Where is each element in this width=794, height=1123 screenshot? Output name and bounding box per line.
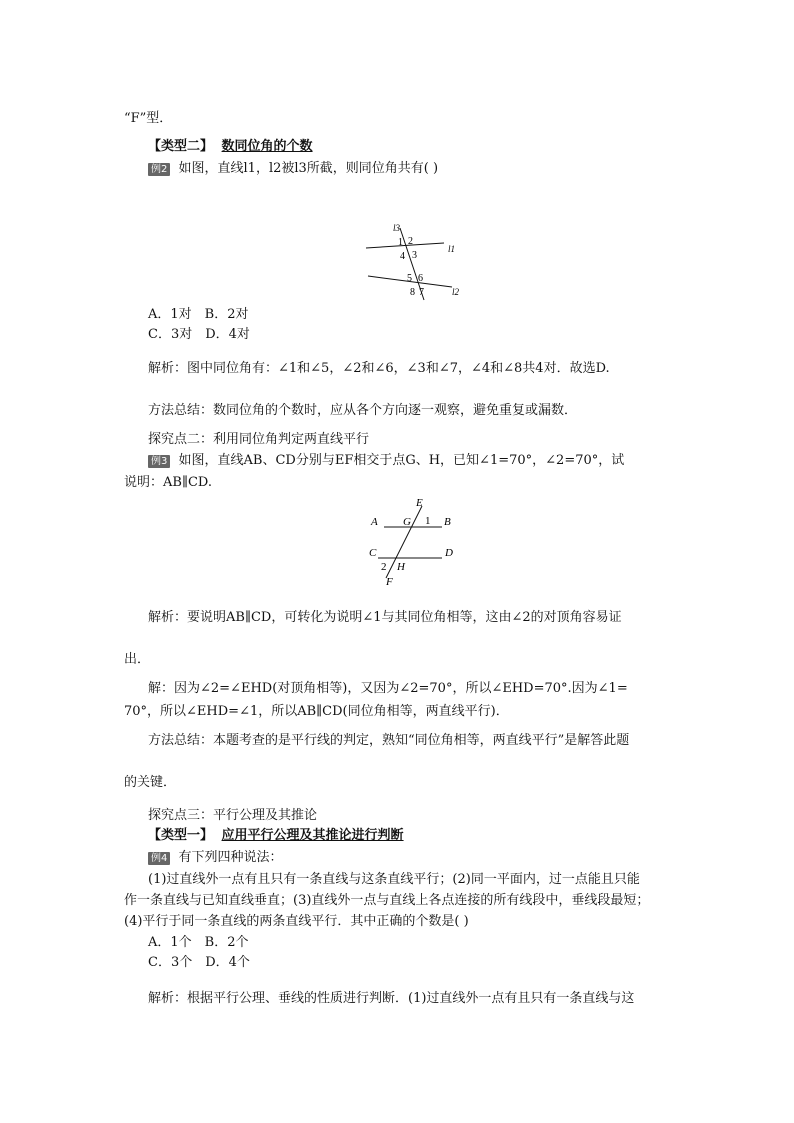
point-b: B <box>444 516 451 528</box>
angle-label-2: 2 <box>381 561 387 573</box>
label-l1: l1 <box>448 244 456 254</box>
point-f: F <box>386 576 393 588</box>
option-line: C．3对 D．4对 <box>148 327 250 342</box>
point-g: G <box>403 516 411 528</box>
figure-parallel-lines <box>364 494 464 588</box>
example-text: 如图，直线l1，l2被l3所截，则同位角共有( ) <box>178 161 439 176</box>
answer-text: 解：因为∠2=∠EHD(对顶角相等)，又因为∠2=70°，所以∠EHD=70°.因为∠1= <box>148 681 628 696</box>
example-text: 如图，直线AB、CD分别与EF相交于点G、H，已知∠1=70°，∠2=70°，试 <box>178 453 625 468</box>
example-text: 有下列四种说法： <box>178 850 283 865</box>
method-summary: 的关键． <box>124 775 177 790</box>
method-summary: 方法总结：本题考查的是平行线的判定，熟知“同位角相等，两直线平行”是解答此题 <box>148 733 630 748</box>
angle-label-6: 6 <box>418 273 423 284</box>
example-tag: 例2 <box>148 163 170 176</box>
example-text: 作一条直线与已知直线垂直；(3)直线外一点与直线上各点连接的所有线段中，垂线段最短； <box>124 893 650 908</box>
example-text: (4)平行于同一条直线的两条直线平行．其中正确的个数是( ) <box>124 914 469 929</box>
point-d: D <box>445 547 453 559</box>
example-tag: 例4 <box>148 852 170 865</box>
section-heading: 探究点三：平行公理及其推论 <box>148 808 318 823</box>
point-a: A <box>371 516 378 528</box>
solution-text: 解析：图中同位角有：∠1和∠5，∠2和∠6，∠3和∠7，∠4和∠8共4对．故选D. <box>148 361 610 376</box>
section-heading <box>148 827 404 845</box>
example-4 <box>148 849 283 867</box>
example-text: 说明：AB∥CD. <box>124 475 212 490</box>
figure-transversal-lines <box>358 218 468 302</box>
angle-label-8: 8 <box>410 287 415 298</box>
solution-text: 出． <box>124 652 151 667</box>
label-l2: l2 <box>452 287 460 297</box>
angle-label-3: 3 <box>412 250 417 261</box>
angle-label-5: 5 <box>407 273 412 284</box>
example-2 <box>148 160 438 178</box>
angle-label-2: 2 <box>408 236 413 247</box>
angle-label-4: 4 <box>400 251 405 262</box>
label-l3: l3 <box>393 223 401 233</box>
point-c: C <box>369 547 377 559</box>
option-line: C．3个 D．4个 <box>148 955 250 970</box>
point-e: E <box>416 497 423 509</box>
point-h: H <box>397 561 405 573</box>
text-line: “F”型． <box>124 111 173 126</box>
heading-title: 数同位角的个数 <box>221 139 313 154</box>
method-summary: 方法总结：数同位角的个数时，应从各个方向逐一观察，避免重复或漏数． <box>148 403 578 418</box>
heading-bracket: 【类型二】 <box>148 139 214 154</box>
section-heading: 探究点二：利用同位角判定两直线平行 <box>148 432 370 447</box>
heading-bracket: 【类型一】 <box>148 828 214 843</box>
option-line: A．1个 B．2个 <box>148 935 249 950</box>
heading-title: 应用平行公理及其推论进行判断 <box>221 828 404 843</box>
angle-label-1: 1 <box>425 515 431 527</box>
solution-text: 解析：根据平行公理、垂线的性质进行判断．(1)过直线外一点有且只有一条直线与这 <box>148 991 635 1006</box>
angle-label-1: 1 <box>398 237 403 248</box>
solution-text: 解析：要说明AB∥CD，可转化为说明∠1与其同位角相等，这由∠2的对顶角容易证 <box>148 610 622 625</box>
section-heading <box>148 138 313 156</box>
answer-text: 70°，所以∠EHD=∠1，所以AB∥CD(同位角相等，两直线平行)． <box>124 704 509 719</box>
example-tag: 例3 <box>148 455 170 468</box>
option-line: A．1对 B．2对 <box>148 307 249 322</box>
angle-label-7: 7 <box>419 287 424 298</box>
example-text: (1)过直线外一点有且只有一条直线与这条直线平行；(2)同一平面内，过一点能且只能 <box>148 872 640 887</box>
example-3 <box>148 452 624 470</box>
